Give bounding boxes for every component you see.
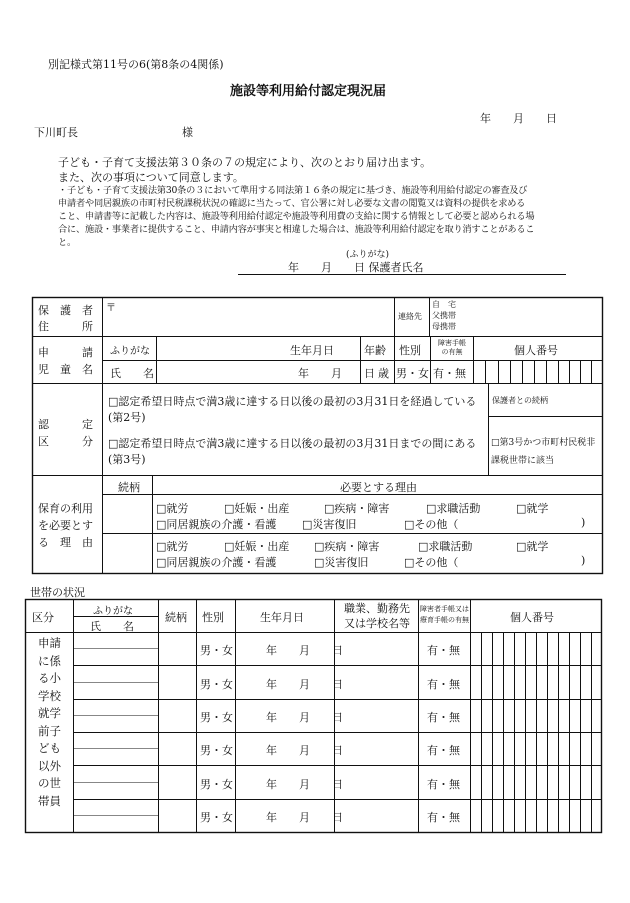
household-section-title: 世帯の状況 <box>30 586 85 599</box>
member-disability[interactable]: 有・無 <box>427 811 460 824</box>
consent-notice-line: 申請者や同居親族の市町村民税課税状況の確認に当たって、官公署に対し必要な文書の閲覧又は資料の提供を求める <box>58 198 526 209</box>
reason-disaster-1[interactable]: □災害復旧 <box>302 518 357 531</box>
reason-study-1[interactable]: □就学 <box>516 502 549 515</box>
child-name-label: 申 請 児 童 名 <box>38 346 93 376</box>
member-dob[interactable]: 年 月 日 <box>266 678 343 691</box>
household-side-label <box>26 635 73 810</box>
side-label-part: る小 <box>38 671 61 685</box>
sex-choice[interactable]: 男・女 <box>396 367 429 380</box>
side-label-part: 就学 <box>38 706 61 720</box>
member-disability[interactable]: 有・無 <box>427 644 460 657</box>
reason-work-1[interactable]: □就労 <box>156 502 189 515</box>
tax-exempt-checkbox[interactable]: □第3号かつ市町村民税非課税世帯に該当 <box>491 438 596 466</box>
reason-caregiving-1[interactable]: □同居親族の介護・看護 <box>156 518 277 531</box>
member-sex[interactable]: 男・女 <box>200 644 233 657</box>
member-dob[interactable]: 年 月 日 <box>266 711 343 724</box>
household-col-disability: 障害者手帳又は 療育手帳の有無 <box>420 605 469 624</box>
consent-notice-line: ・子ども・子育て支援法第30条の３において準用する同法第１６条の規定に基づき、施設等利用給付認定の審査及び <box>58 185 528 196</box>
child-name-field-label: 氏 名 <box>110 367 154 380</box>
reason-caregiving-2[interactable]: □同居親族の介護・看護 <box>156 556 277 569</box>
page-title: 施設等利用給付認定現況届 <box>230 84 387 99</box>
phone-field[interactable] <box>470 300 600 333</box>
relation-to-guardian-label: 保護者との続柄 <box>492 396 548 405</box>
reason-other-close-1: ) <box>581 516 586 529</box>
reason-illness-2[interactable]: □疾病・障害 <box>314 540 380 553</box>
contact-label: 連絡先 <box>398 312 422 321</box>
submission-date: 年 月 日 <box>480 112 557 125</box>
disability-choice[interactable]: 有・無 <box>433 367 466 380</box>
side-label-part: ども <box>38 741 61 755</box>
contact-options[interactable]: 自 宅 父携帯 母携帯 <box>432 300 456 331</box>
member-dob[interactable]: 年 月 日 <box>266 778 343 791</box>
household-col-furigana: ふりがな <box>93 606 133 617</box>
cert-category-label: 認 定 区 分 <box>38 418 93 448</box>
reason-work-2[interactable]: □就労 <box>156 540 189 553</box>
reason-illness-1[interactable]: □疾病・障害 <box>324 502 390 515</box>
member-disability[interactable]: 有・無 <box>427 744 460 757</box>
guardian-address-field[interactable] <box>118 300 388 333</box>
reason-pregnancy-1[interactable]: □妊娠・出産 <box>224 502 290 515</box>
consent-notice-line: 合に、施設・事業者に提供すること、申請内容が事実と相違した場合は、施設等利用給付認定を取り消すことがあるこ <box>58 224 535 235</box>
cert-option-3[interactable]: □認定希望日時点で満3歳に達する日以後の最初の3月31日までの間にある(第3号) <box>108 437 477 466</box>
household-col-name: 氏 名 <box>90 620 134 633</box>
household-col-sex: 性別 <box>202 611 224 624</box>
household-col-kubun: 区分 <box>32 611 54 624</box>
member-dob[interactable]: 年 月 日 <box>266 811 343 824</box>
reason-disaster-2[interactable]: □災害復旧 <box>314 556 369 569</box>
household-col-relation: 続柄 <box>165 611 187 624</box>
guardian-signature-label: 年 月 日 保護者氏名 <box>288 261 424 274</box>
care-reason-label: 保育の利用 を必要とす る 理 由 <box>38 502 93 549</box>
guardian-address-label: 保 護 者 住 所 <box>38 304 93 333</box>
dob-label: 生年月日 <box>290 344 334 357</box>
addressee-honorific: 様 <box>182 126 193 139</box>
member-disability[interactable]: 有・無 <box>427 778 460 791</box>
member-dob[interactable]: 年 月 日 <box>266 644 343 657</box>
reason-other-1[interactable]: □その他（ <box>404 518 459 531</box>
mynumber-field[interactable] <box>475 362 601 382</box>
side-label-part: に係 <box>38 653 61 668</box>
relation-field-2[interactable] <box>104 536 150 570</box>
child-furigana-label: ふりがな <box>110 346 150 357</box>
reason-jobseeking-2[interactable]: □求職活動 <box>418 540 473 553</box>
member-sex[interactable]: 男・女 <box>200 744 233 757</box>
side-label-part: 帯員 <box>38 793 61 808</box>
reason-jobseeking-1[interactable]: □求職活動 <box>426 502 481 515</box>
age-label: 年齢 <box>364 344 386 357</box>
addressee: 下川町長 <box>34 126 78 139</box>
side-label-part: 前子 <box>38 723 61 738</box>
member-sex[interactable]: 男・女 <box>200 778 233 791</box>
member-dob[interactable]: 年 月 日 <box>266 744 343 757</box>
reason-other-2[interactable]: □その他（ <box>404 556 459 569</box>
member-disability[interactable]: 有・無 <box>427 711 460 724</box>
household-col-mynumber: 個人番号 <box>510 611 554 624</box>
member-sex[interactable]: 男・女 <box>200 711 233 724</box>
reason-other-close-2: ) <box>581 554 586 567</box>
side-label-part: 申請 <box>38 636 61 650</box>
form-id: 別記様式第11号の6(第8条の4関係) <box>48 58 224 71</box>
mynumber-label: 個人番号 <box>514 344 558 357</box>
relation-field-1[interactable] <box>104 497 150 531</box>
cert-option-2[interactable]: □認定希望日時点で満3歳に達する日以後の最初の3月31日を経過している(第2号) <box>108 395 477 424</box>
member-sex[interactable]: 男・女 <box>200 811 233 824</box>
furigana-caption: (ふりがな) <box>346 250 390 260</box>
age-field[interactable]: 歳 <box>378 367 389 380</box>
disability-label: 障害手帳 の有無 <box>438 339 466 356</box>
intro-line-1: 子ども・子育て支援法第３０条の７の規定により、次のとおり届け出ます。 <box>58 156 432 169</box>
postal-mark: 〒 <box>106 303 116 314</box>
dob-field[interactable]: 年 月 日 <box>298 367 375 380</box>
consent-notice-line: こと、申請書等に記載した内容は、施設等利用給付認定や施設等利用費の支給に関する情報として必要と認められる場 <box>58 211 535 222</box>
reason-pregnancy-2[interactable]: □妊娠・出産 <box>224 540 290 553</box>
sex-label: 性別 <box>399 344 421 357</box>
reason-col-label: 必要とする理由 <box>340 481 417 494</box>
side-label-part: の世 <box>38 776 61 790</box>
relation-col-label: 続柄 <box>118 481 140 494</box>
household-col-dob: 生年月日 <box>260 611 304 624</box>
intro-line-2: また、次の事項について同意します。 <box>58 171 244 184</box>
consent-notice-line: と。 <box>58 237 76 248</box>
household-col-job: 職業、勤務先 又は学校名等 <box>344 602 410 630</box>
reason-study-2[interactable]: □就学 <box>516 540 549 553</box>
side-label-part: 学校 <box>38 688 61 703</box>
side-label-part: 以外 <box>38 758 61 773</box>
member-sex[interactable]: 男・女 <box>200 678 233 691</box>
member-disability[interactable]: 有・無 <box>427 678 460 691</box>
